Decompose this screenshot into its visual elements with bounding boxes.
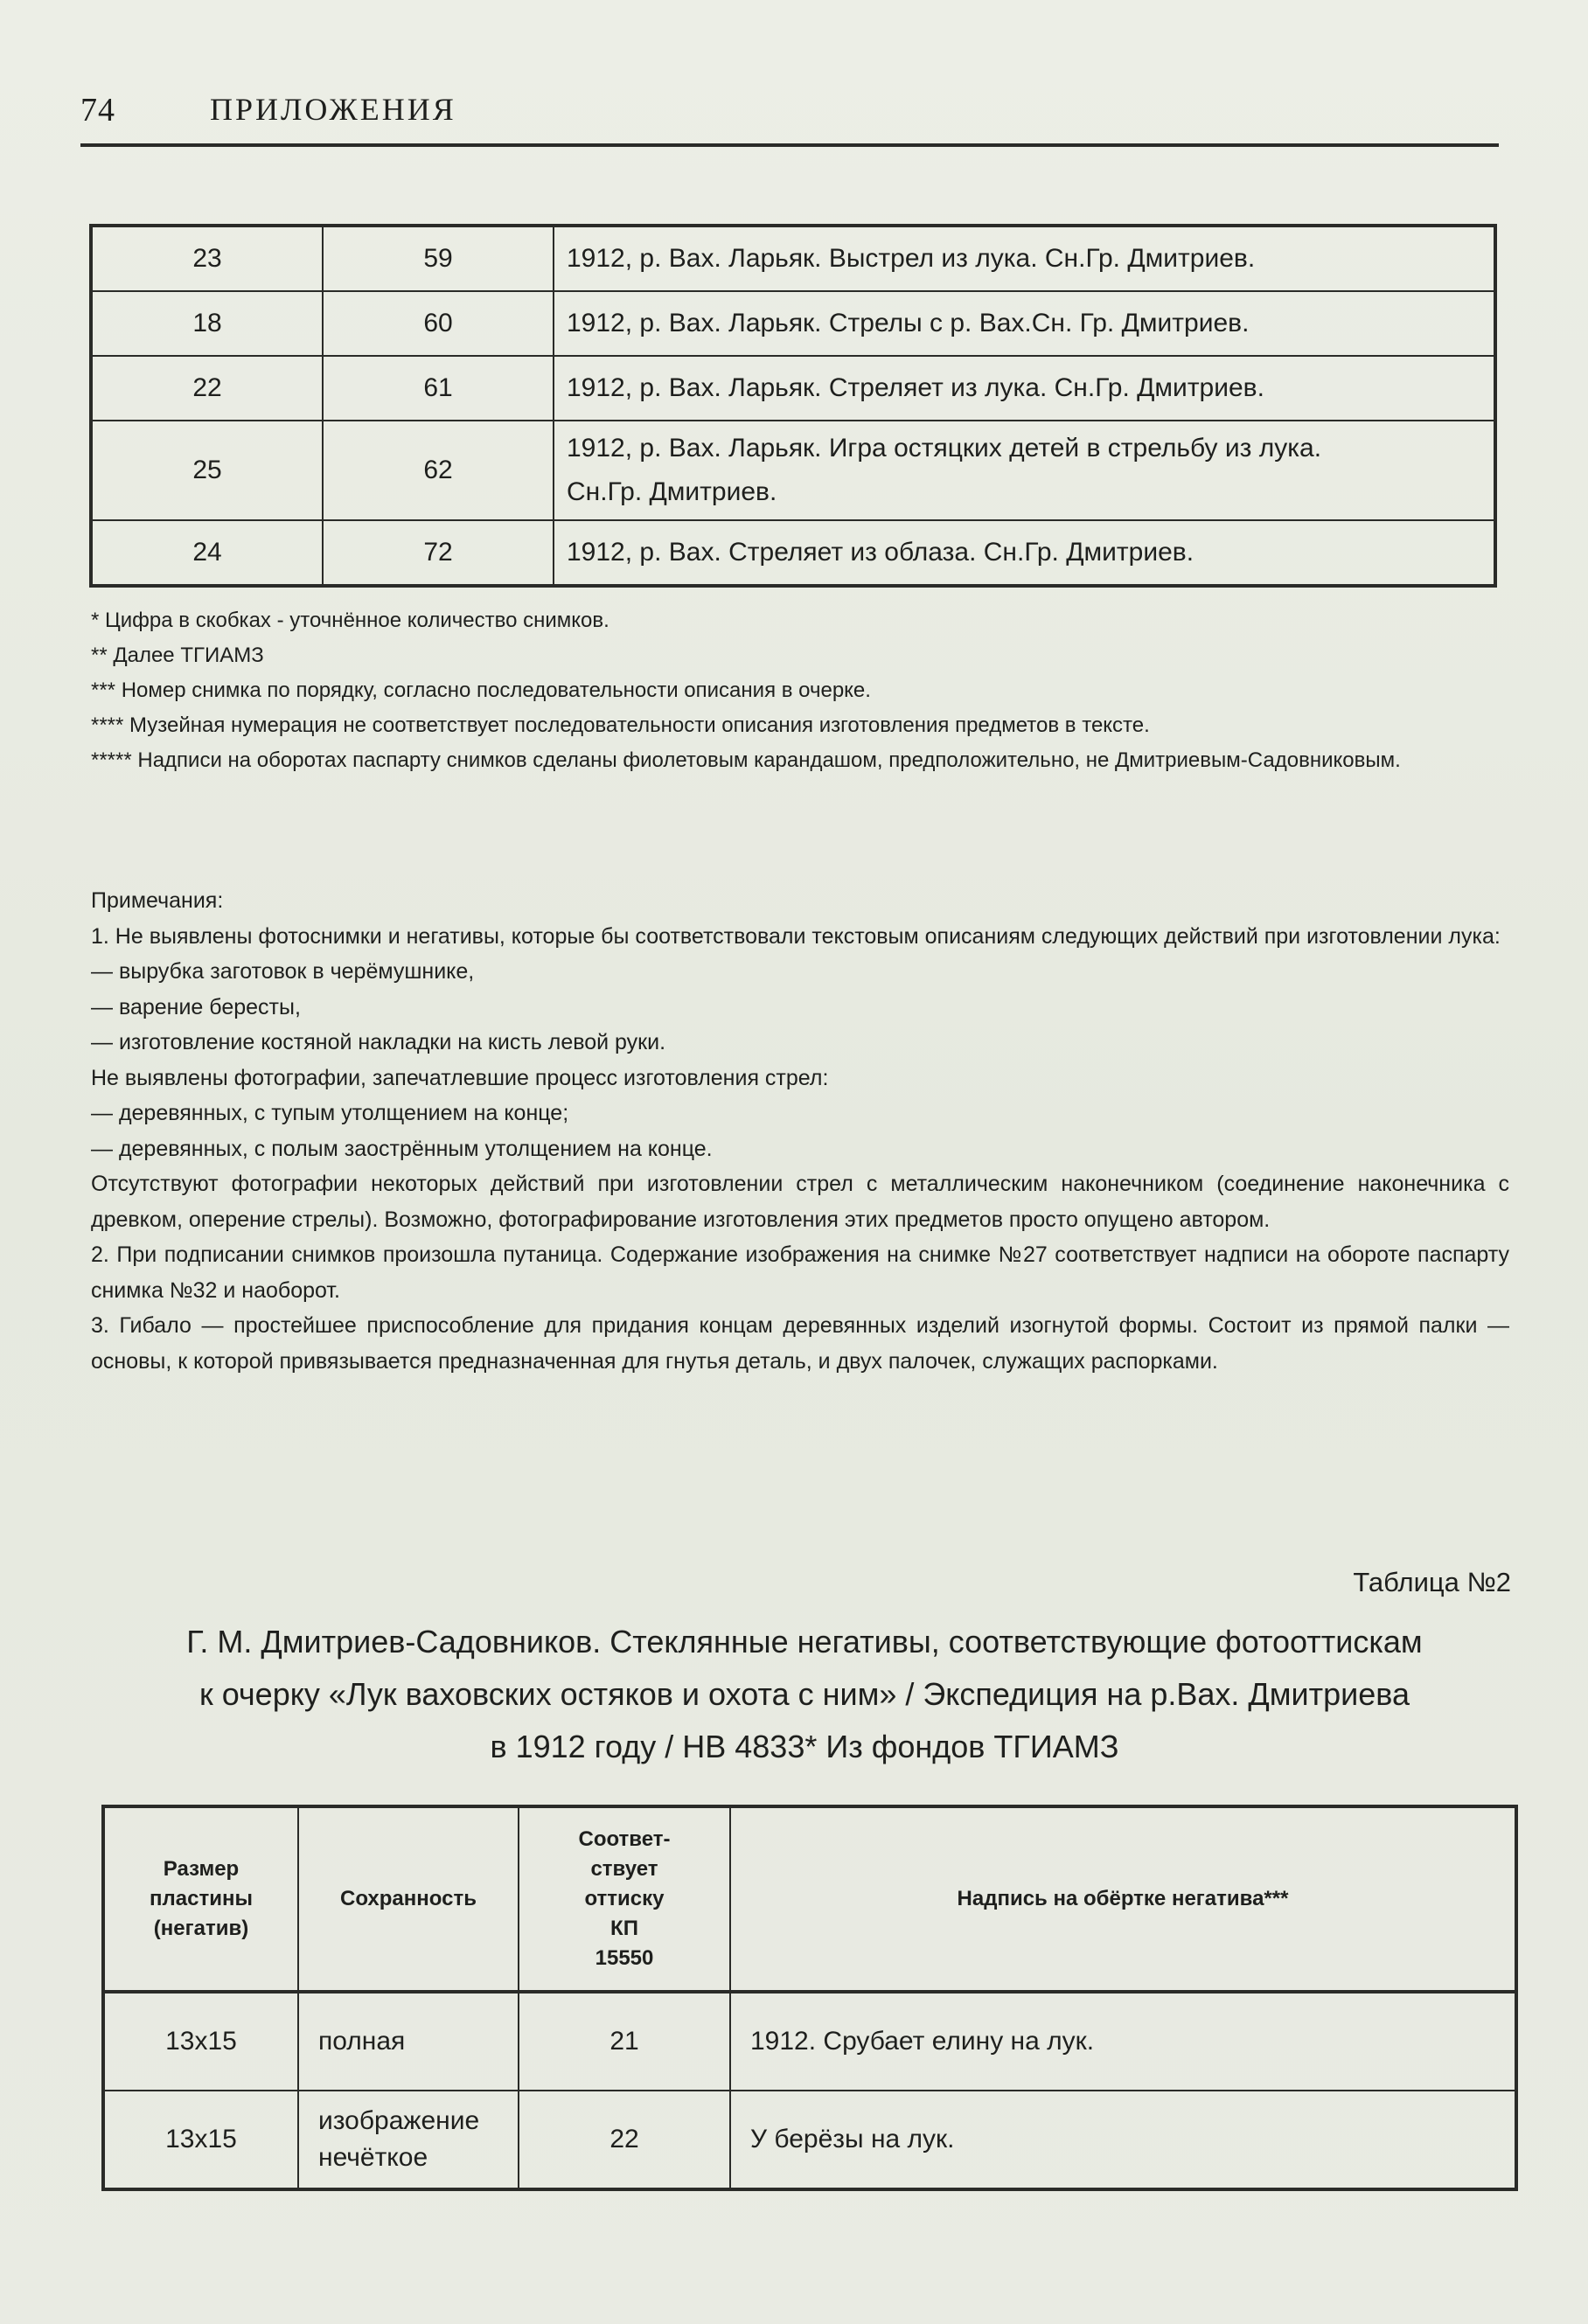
footnote: **** Музейная нумерация не соответствует последовательности описания изготовления предметов в тексте. [91, 713, 1150, 737]
table-cell: 72 [323, 520, 554, 586]
header-line: 15550 [595, 1946, 654, 1970]
table-cell [554, 421, 1495, 520]
cell-line: Сн.Гр. Дмитриев. [567, 477, 777, 506]
footnote: * Цифра в скобках - уточнённое количество снимков. [91, 609, 609, 632]
footnote: ** Далее ТГИАМЗ [91, 644, 264, 667]
table-cell: 21 [519, 1992, 730, 2091]
table-cell: 1912, р. Вах. Ларьяк. Выстрел из лука. Сн.Гр. Дмитриев. [554, 226, 1495, 291]
table-row [91, 226, 1495, 291]
table-row [91, 356, 1495, 421]
note-paragraph: 3. Гибало — простейшее приспособление для придания концам деревянных изделий изогнутой формы. Состоит из прямой палки — основы, к которой привязывается предназначенная для гнутья деталь, и двух палочек, служащих распорками. [91, 1313, 1509, 1374]
cell-line: 1912, р. Вах. Ларьяк. Игра остяцких детей в стрельбу из лука. [567, 434, 1322, 463]
cell-line: нечёткое [318, 2143, 428, 2172]
column-header-kp [519, 1806, 730, 1992]
running-head: ПРИЛОЖЕНИЯ [210, 92, 456, 127]
page-number: 74 [80, 92, 115, 129]
footnote: *** Номер снимка по порядку, согласно последовательности описания в очерке. [91, 678, 871, 702]
table-cell: У берёзы на лук. [730, 2091, 1516, 2189]
column-header-inscription [730, 1806, 1516, 1992]
table-row [103, 1992, 1516, 2091]
table-title [105, 1616, 1504, 1773]
note-list-item: — вырубка заготовок в черёмушнике, [91, 959, 475, 984]
table-header-row [103, 1806, 1516, 1992]
negatives-table [101, 1805, 1518, 2191]
table-number-label: Таблица №2 [1353, 1567, 1511, 1597]
table-cell: 61 [323, 356, 554, 421]
table-cell: 1912, р. Вах. Ларьяк. Стрелы с р. Вах.Сн. Гр. Дмитриев. [554, 291, 1495, 356]
table-cell [298, 2091, 519, 2189]
header-line: Размер [163, 1857, 240, 1881]
table-cell: 24 [91, 520, 323, 586]
note-paragraph: 1. Не выявлены фотоснимки и негативы, которые бы соответствовали текстовым описаниям следующих действий при изготовлении лука: [91, 923, 1501, 949]
table-cell: 23 [91, 226, 323, 291]
photo-table-continued [89, 224, 1497, 588]
page-header [80, 91, 1499, 147]
note-list-item: — деревянных, с тупым утолщением на конце; [91, 1101, 569, 1125]
header-line: Надпись на обёртке негатива*** [957, 1887, 1289, 1910]
header-line: (негатив) [153, 1917, 249, 1940]
footnote: ***** Надписи на оборотах паспарту снимков сделаны фиолетовым карандашом, предположительно, не Дмитриевым-Садовниковым. [91, 748, 1401, 772]
table-row [91, 421, 1495, 520]
table-cell [298, 1992, 519, 2091]
table-cell: 1912, р. Вах. Ларьяк. Стреляет из лука. Сн.Гр. Дмитриев. [554, 356, 1495, 421]
note-paragraph: Не выявлены фотографии, запечатлевшие процесс изготовления стрел: [91, 1065, 829, 1090]
table-cell: 1912, р. Вах. Стреляет из облаза. Сн.Гр. Дмитриев. [554, 520, 1495, 586]
table-cell: 25 [91, 421, 323, 520]
footnotes [91, 603, 1508, 778]
table-row [91, 520, 1495, 586]
cell-line: изображение [318, 2106, 480, 2135]
cell-line: полная [318, 2027, 406, 2056]
table-cell: 22 [519, 2091, 730, 2189]
note-list-item: — деревянных, с полым заострённым утолщением на конце. [91, 1136, 713, 1161]
table-row [91, 291, 1495, 356]
table-cell: 13х15 [103, 1992, 298, 2091]
header-line: пластины [150, 1887, 253, 1910]
notes-heading: Примечания: [91, 888, 224, 913]
header-line: оттиску [584, 1887, 665, 1910]
note-paragraph: 2. При подписании снимков произошла путаница. Содержание изображения на снимке №27 соответствует надписи на обороте паспарту снимка №32 и наоборот. [91, 1242, 1509, 1303]
header-line: ствует [590, 1857, 658, 1881]
header-line: Сохранность [340, 1887, 477, 1910]
table-cell: 59 [323, 226, 554, 291]
table-cell: 1912. Срубает елину на лук. [730, 1992, 1516, 2091]
table-cell: 13х15 [103, 2091, 298, 2189]
table-cell: 62 [323, 421, 554, 520]
title-line: Г. М. Дмитриев-Садовников. Стеклянные негативы, соответствующие фотооттискам [186, 1624, 1423, 1660]
note-list-item: — изготовление костяной накладки на кисть левой руки. [91, 1030, 666, 1054]
title-line: к очерку «Лук ваховских остяков и охота с ним» / Экспедиция на р.Вах. Дмитриева [198, 1676, 1410, 1712]
table-cell: 60 [323, 291, 554, 356]
column-header-plate-size [103, 1806, 298, 1992]
note-paragraph: Отсутствуют фотографии некоторых действий при изготовлении стрел с металлическим наконечником (соединение наконечника с древком, оперение стрелы). Возможно, фотографирование изготовления этих предметов просто опущено автором. [91, 1172, 1509, 1232]
note-list-item: — варение бересты, [91, 994, 301, 1019]
column-header-condition [298, 1806, 519, 1992]
header-line: Соответ- [578, 1827, 671, 1851]
title-line: в 1912 году / НВ 4833* Из фондов ТГИАМЗ [490, 1729, 1119, 1764]
table-cell: 22 [91, 356, 323, 421]
header-line: КП [610, 1917, 638, 1940]
notes-section [91, 883, 1509, 1379]
table-cell: 18 [91, 291, 323, 356]
table-row [103, 2091, 1516, 2189]
